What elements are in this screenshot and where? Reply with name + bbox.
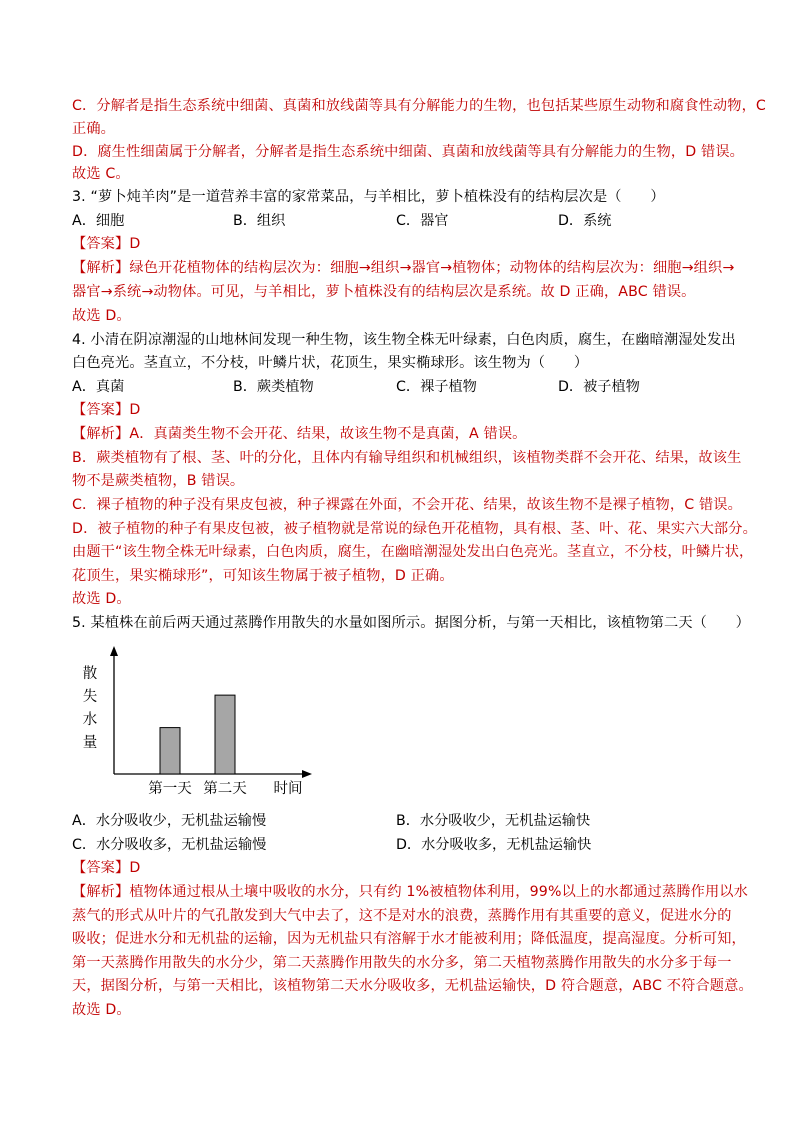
q5-option-a: A．水分吸收少，无机盐运输慢 xyxy=(72,813,267,829)
text-line: 故选 C。 xyxy=(72,166,130,182)
q4-option-d: D．被子植物 xyxy=(558,379,640,395)
q5-answer: 【答案】D xyxy=(72,860,141,876)
question-4-stem: 白色亮光。茎直立，不分枝，叶鳞片状，花顶生，果实椭球形。该生物为（ ） xyxy=(72,355,589,371)
q4-explanation: 故选 D。 xyxy=(72,591,131,607)
q5-explanation: 蒸气的形式从叶片的气孔散发到大气中去了，这不是对水的浪费，蒸腾作用有其重要的意义，促进水分的 xyxy=(72,908,732,924)
q5-option-b: B．水分吸收少，无机盐运输快 xyxy=(396,813,591,829)
y-axis-label-char: 水 xyxy=(82,712,98,728)
question-4-stem: 4. 小清在阴凉潮湿的山地林间发现一种生物，该生物全株无叶绿素，白色肉质，腐生，在幽暗潮湿处发出 xyxy=(72,332,736,348)
x-tick-label: 第二天 xyxy=(203,781,247,797)
q5-explanation: 吸收；促进水分和无机盐的运输，因为无机盐只有溶解于水才能被利用；降低温度，提高湿度。分析可知， xyxy=(72,931,746,947)
q4-option-c: C．裸子植物 xyxy=(396,379,477,395)
q4-explanation: 【解析】A．真菌类生物不会开花、结果，故该生物不是真菌，A 错误。 xyxy=(72,426,527,442)
y-axis-label-char: 量 xyxy=(82,735,98,751)
q5-explanation: 天，据图分析，与第一天相比，该植物第二天水分吸收多，无机盐运输快，D 符合题意，ABC 不符合题意。 xyxy=(72,978,753,994)
q3-option-d: D．系统 xyxy=(558,213,612,229)
q3-answer: 【答案】D xyxy=(72,236,141,252)
transpiration-bar-chart xyxy=(72,638,332,804)
chart-plot xyxy=(110,646,312,797)
q4-explanation: C．裸子植物的种子没有果皮包被，种子裸露在外面，不会开花、结果，故该生物不是裸子植物，C 错误。 xyxy=(72,497,742,513)
q4-explanation: 物不是蕨类植物，B 错误。 xyxy=(72,473,245,489)
q3-option-a: A．细胞 xyxy=(72,213,125,229)
question-3-stem: 3. “萝卜炖羊肉”是一道营养丰富的家常菜品，与羊相比，萝卜植株没有的结构层次是（ ） xyxy=(72,189,665,205)
q3-option-b: B．组织 xyxy=(233,213,286,229)
q3-option-c: C．器官 xyxy=(396,213,449,229)
bar xyxy=(215,695,235,774)
q4-option-a: A．真菌 xyxy=(72,379,125,395)
x-axis-label: 时间 xyxy=(273,781,303,797)
q3-explanation: 器官→系统→动物体。可见，与羊相比，萝卜植株没有的结构层次是系统。故 D 正确，ABC 错误。 xyxy=(72,284,696,300)
q5-option-c: C．水分吸收多，无机盐运输慢 xyxy=(72,837,267,853)
text-line: C．分解者是指生态系统中细菌、真菌和放线菌等具有分解能力的生物，也包括某些原生动物和腐食性动物，C xyxy=(72,98,766,114)
q3-explanation: 故选 D。 xyxy=(72,308,131,324)
q5-explanation: 【解析】植物体通过根从土壤中吸收的水分，只有约 1%被植物体利用，99%以上的水都通过蒸腾作用以水 xyxy=(72,884,748,900)
y-axis-arrow xyxy=(110,646,118,656)
question-5-stem: 5. 某植株在前后两天通过蒸腾作用散失的水量如图所示。据图分析，与第一天相比，该植物第二天（ ） xyxy=(72,615,751,631)
text-line: 正确。 xyxy=(72,121,116,137)
q5-option-d: D．水分吸收多，无机盐运输快 xyxy=(396,837,592,853)
q4-answer: 【答案】D xyxy=(72,402,141,418)
q5-explanation: 第一天蒸腾作用散失的水分少，第二天蒸腾作用散失的水分多，第二天植物蒸腾作用散失的水分多于每一 xyxy=(72,955,732,971)
q3-explanation: 【解析】绿色开花植物体的结构层次为：细胞→组织→器官→植物体；动物体的结构层次为：细胞→组织→ xyxy=(72,260,735,276)
text-line: D．腐生性细菌属于分解者，分解者是指生态系统中细菌、真菌和放线菌等具有分解能力的生物，D 错误。 xyxy=(72,144,744,160)
q4-explanation: D．被子植物的种子有果皮包被，被子植物就是常说的绿色开花植物，具有根、茎、叶、花、果实六大部分。 xyxy=(72,521,757,537)
y-axis-label-char: 散 xyxy=(82,666,98,682)
x-tick-label: 第一天 xyxy=(148,781,192,797)
x-axis-arrow xyxy=(302,770,312,778)
bar xyxy=(160,728,180,774)
q4-explanation: 由题干“该生物全株无叶绿素，白色肉质，腐生，在幽暗潮湿处发出白色亮光。茎直立，不分枝，叶鳞片状， xyxy=(72,544,754,560)
q4-explanation: B．蕨类植物有了根、茎、叶的分化，且体内有输导组织和机械组织，该植物类群不会开花、结果，故该生 xyxy=(72,450,742,466)
q5-explanation: 故选 D。 xyxy=(72,1002,131,1018)
q4-option-b: B．蕨类植物 xyxy=(233,379,314,395)
q4-explanation: 花顶生，果实椭球形”，可知该生物属于被子植物，D 正确。 xyxy=(72,568,454,584)
y-axis-label-char: 失 xyxy=(82,689,98,705)
